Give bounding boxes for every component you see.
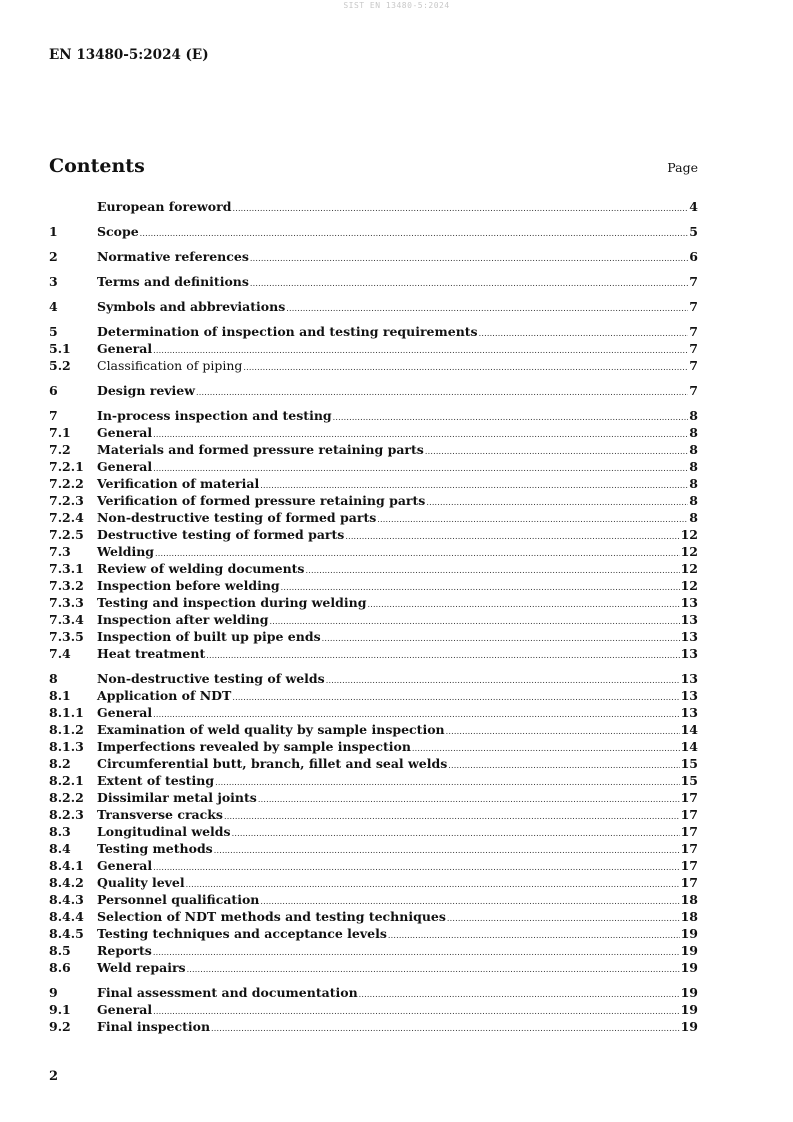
toc-leader-dots — [446, 723, 680, 740]
toc-leader-dots — [258, 791, 680, 808]
toc-entry-number: 8.5 — [49, 943, 71, 958]
toc-entry-title: Selection of NDT methods and testing techniques — [97, 909, 446, 924]
toc-entry-number: 2 — [49, 249, 58, 264]
toc-entry-number: 7.2.5 — [49, 527, 84, 542]
toc-entry[interactable] — [49, 458, 698, 475]
toc-entry[interactable] — [49, 738, 698, 755]
toc-entry[interactable] — [49, 509, 698, 526]
toc-entry-number: 3 — [49, 274, 58, 289]
toc-entry[interactable] — [49, 984, 698, 1001]
toc-entry-number: 9.2 — [49, 1019, 71, 1034]
toc-entry-page: 8 — [689, 442, 698, 457]
toc-entry-page: 18 — [680, 892, 698, 907]
toc-entry[interactable] — [49, 357, 698, 374]
toc-leader-dots — [270, 613, 680, 630]
toc-leader-dots — [215, 774, 679, 791]
toc-entry-number: 7.2.1 — [49, 459, 84, 474]
toc-entry-title: General — [97, 1002, 153, 1017]
toc-entry-title: Inspection after welding — [97, 612, 269, 627]
toc-leader-dots — [232, 825, 680, 842]
toc-entry-number: 8 — [49, 671, 58, 686]
toc-entry[interactable] — [49, 645, 698, 662]
toc-entry[interactable] — [49, 577, 698, 594]
toc-entry-number: 7.3.1 — [49, 561, 84, 576]
toc-entry-title: General — [97, 459, 153, 474]
toc-entry-page: 17 — [680, 790, 698, 805]
toc-entry[interactable] — [49, 925, 698, 942]
toc-entry-title: Dissimilar metal joints — [97, 790, 257, 805]
toc-entry-page: 13 — [680, 629, 698, 644]
toc-entry-page: 13 — [680, 595, 698, 610]
toc-leader-dots — [359, 986, 680, 1003]
toc-entry-page: 12 — [680, 578, 698, 593]
toc-leader-dots — [286, 300, 688, 317]
toc-entry-title: Extent of testing — [97, 773, 215, 788]
toc-entry-title: General — [97, 341, 153, 356]
toc-entry[interactable] — [49, 223, 698, 240]
toc-entry-title: European foreword — [97, 199, 232, 214]
toc-entry-page: 13 — [680, 688, 698, 703]
toc-entry-title: Examination of weld quality by sample inspection — [97, 722, 445, 737]
toc-leader-dots — [367, 596, 679, 613]
toc-entry[interactable] — [49, 908, 698, 925]
toc-entry-page: 7 — [689, 324, 698, 339]
toc-entry-title: Non-destructive testing of welds — [97, 671, 325, 686]
toc-entry-page: 17 — [680, 858, 698, 873]
toc-leader-dots — [425, 443, 688, 460]
toc-entry[interactable] — [49, 789, 698, 806]
toc-entry-title: Design review — [97, 383, 196, 398]
toc-entry-page: 12 — [680, 527, 698, 542]
toc-leader-dots — [232, 200, 688, 217]
toc-entry-title: Welding — [97, 544, 155, 559]
toc-entry-page: 17 — [680, 824, 698, 839]
toc-leader-dots — [412, 740, 680, 757]
toc-entry-page: 12 — [680, 561, 698, 576]
toc-entry-number: 4 — [49, 299, 58, 314]
toc-entry[interactable] — [49, 857, 698, 874]
toc-entry-page: 19 — [680, 985, 698, 1000]
toc-entry-page: 19 — [680, 960, 698, 975]
toc-entry-title: Classification of piping — [97, 358, 243, 373]
toc-entry-title: Transverse cracks — [97, 807, 223, 822]
toc-entry-title: Longitudinal welds — [97, 824, 231, 839]
toc-entry-page: 7 — [689, 299, 698, 314]
toc-entry[interactable] — [49, 543, 698, 560]
toc-entry-number: 6 — [49, 383, 58, 398]
toc-entry[interactable] — [49, 687, 698, 704]
toc-entry-page: 17 — [680, 807, 698, 822]
toc-entry-number: 7.3 — [49, 544, 71, 559]
toc-entry-page: 12 — [680, 544, 698, 559]
toc-entry-number: 8.2 — [49, 756, 71, 771]
toc-entry[interactable] — [49, 323, 698, 340]
toc-entry-number: 8.4.2 — [49, 875, 84, 890]
toc-entry-number: 7.2.2 — [49, 476, 84, 491]
toc-entry-title: Terms and definitions — [97, 274, 249, 289]
toc-entry-number: 8.1 — [49, 688, 71, 703]
toc-entry[interactable] — [49, 560, 698, 577]
toc-entry[interactable] — [49, 441, 698, 458]
toc-entry-page: 5 — [689, 224, 698, 239]
toc-entry[interactable] — [49, 424, 698, 441]
toc-entry-number: 7 — [49, 408, 58, 423]
toc-entry-title: Destructive testing of formed parts — [97, 527, 345, 542]
toc-leader-dots — [153, 944, 680, 961]
toc-entry-number: 8.4.5 — [49, 926, 84, 941]
toc-entry-page: 19 — [680, 926, 698, 941]
toc-entry-title: Weld repairs — [97, 960, 186, 975]
toc-entry-number: 7.3.4 — [49, 612, 84, 627]
toc-entry-title: Final assessment and documentation — [97, 985, 358, 1000]
toc-entry-title: Verification of formed pressure retaining parts — [97, 493, 426, 508]
table-of-contents — [49, 198, 698, 1035]
toc-entry[interactable] — [49, 298, 698, 315]
contents-title: Contents — [49, 155, 145, 177]
toc-entry[interactable] — [49, 704, 698, 721]
toc-entry[interactable] — [49, 198, 698, 215]
toc-entry-number: 8.2.2 — [49, 790, 84, 805]
toc-entry-title: Inspection of built up pipe ends — [97, 629, 321, 644]
toc-entry-page: 19 — [680, 943, 698, 958]
toc-entry-page: 7 — [689, 383, 698, 398]
toc-entry-number: 8.1.1 — [49, 705, 84, 720]
toc-leader-dots — [388, 927, 680, 944]
toc-entry-number: 5 — [49, 324, 58, 339]
toc-entry-number: 8.4.1 — [49, 858, 84, 873]
toc-entry[interactable] — [49, 942, 698, 959]
toc-leader-dots — [186, 876, 680, 893]
toc-entry-title: Application of NDT — [97, 688, 232, 703]
toc-entry-title: Non-destructive testing of formed parts — [97, 510, 377, 525]
toc-leader-dots — [479, 325, 689, 342]
toc-entry-number: 1 — [49, 224, 58, 239]
toc-entry-page: 18 — [680, 909, 698, 924]
toc-entry-number: 8.1.2 — [49, 722, 84, 737]
toc-entry-page: 14 — [680, 739, 698, 754]
toc-entry-number: 7.3.2 — [49, 578, 84, 593]
toc-entry-number: 5.2 — [49, 358, 71, 373]
toc-entry-title: Personnel qualification — [97, 892, 260, 907]
toc-entry-number: 8.1.3 — [49, 739, 84, 754]
toc-leader-dots — [214, 842, 680, 859]
toc-entry[interactable] — [49, 475, 698, 492]
toc-entry-page: 7 — [689, 274, 698, 289]
toc-entry[interactable] — [49, 407, 698, 424]
toc-entry-title: Final inspection — [97, 1019, 211, 1034]
document-id: EN 13480-5:2024 (E) — [49, 47, 209, 63]
toc-entry-page: 7 — [689, 358, 698, 373]
toc-entry-title: Testing and inspection during welding — [97, 595, 367, 610]
toc-leader-dots — [243, 359, 688, 376]
toc-entry[interactable] — [49, 755, 698, 772]
toc-entry-page: 13 — [680, 671, 698, 686]
toc-leader-dots — [345, 528, 679, 545]
toc-entry-page: 8 — [689, 510, 698, 525]
toc-entry-title: General — [97, 425, 153, 440]
toc-entry-number: 8.4 — [49, 841, 71, 856]
toc-leader-dots — [232, 689, 679, 706]
toc-leader-dots — [187, 961, 680, 978]
toc-entry-number: 7.2.4 — [49, 510, 84, 525]
toc-entry[interactable] — [49, 273, 698, 290]
toc-entry-page: 17 — [680, 875, 698, 890]
toc-leader-dots — [196, 384, 688, 401]
toc-entry[interactable] — [49, 382, 698, 399]
toc-leader-dots — [305, 562, 679, 579]
toc-entry-number: 8.2.3 — [49, 807, 84, 822]
toc-entry-title: Reports — [97, 943, 152, 958]
toc-entry-title: Testing techniques and acceptance levels — [97, 926, 387, 941]
toc-entry-page: 19 — [680, 1002, 698, 1017]
toc-entry-title: General — [97, 705, 153, 720]
toc-leader-dots — [211, 1020, 680, 1037]
toc-entry-page: 8 — [689, 493, 698, 508]
toc-entry-number: 7.2 — [49, 442, 71, 457]
toc-entry[interactable] — [49, 806, 698, 823]
toc-leader-dots — [206, 647, 679, 664]
toc-entry-number: 7.4 — [49, 646, 71, 661]
toc-entry-page: 8 — [689, 425, 698, 440]
toc-entry-title: Symbols and abbreviations — [97, 299, 286, 314]
toc-entry-title: Heat treatment — [97, 646, 206, 661]
toc-entry[interactable] — [49, 721, 698, 738]
toc-leader-dots — [333, 409, 689, 426]
toc-entry-number: 9 — [49, 985, 58, 1000]
toc-entry-page: 15 — [680, 756, 698, 771]
toc-leader-dots — [140, 225, 689, 242]
toc-entry[interactable] — [49, 670, 698, 687]
toc-entry-number: 7.1 — [49, 425, 71, 440]
toc-leader-dots — [326, 672, 680, 689]
toc-entry[interactable] — [49, 1001, 698, 1018]
toc-leader-dots — [426, 494, 688, 511]
toc-entry-title: Determination of inspection and testing requirements — [97, 324, 478, 339]
toc-entry-page: 8 — [689, 459, 698, 474]
page-column-label: Page — [667, 160, 698, 175]
toc-entry-number: 8.4.3 — [49, 892, 84, 907]
toc-entry-title: In-process inspection and testing — [97, 408, 332, 423]
toc-entry[interactable] — [49, 248, 698, 265]
toc-entry-page: 13 — [680, 705, 698, 720]
toc-entry[interactable] — [49, 772, 698, 789]
toc-entry-page: 13 — [680, 612, 698, 627]
toc-entry-number: 7.3.3 — [49, 595, 84, 610]
toc-entry-title: Review of welding documents — [97, 561, 305, 576]
toc-entry-title: Quality level — [97, 875, 185, 890]
toc-entry-title: Testing methods — [97, 841, 213, 856]
toc-entry[interactable] — [49, 492, 698, 509]
toc-entry-page: 17 — [680, 841, 698, 856]
toc-entry[interactable] — [49, 959, 698, 976]
toc-entry[interactable] — [49, 1018, 698, 1035]
toc-entry-number: 8.6 — [49, 960, 71, 975]
toc-entry-page: 13 — [680, 646, 698, 661]
toc-entry-number: 8.4.4 — [49, 909, 84, 924]
toc-entry[interactable] — [49, 611, 698, 628]
watermark: SIST EN 13480-5:2024 — [343, 1, 450, 10]
page-number: 2 — [49, 1069, 59, 1084]
toc-leader-dots — [250, 250, 688, 267]
toc-entry-title: Inspection before welding — [97, 578, 280, 593]
toc-entry-number: 8.2.1 — [49, 773, 84, 788]
toc-entry-title: Scope — [97, 224, 139, 239]
toc-entry-title: Circumferential butt, branch, fillet and seal welds — [97, 756, 448, 771]
toc-entry-number: 9.1 — [49, 1002, 71, 1017]
toc-leader-dots — [153, 859, 679, 876]
toc-entry-number: 5.1 — [49, 341, 71, 356]
toc-entry-number: 8.3 — [49, 824, 71, 839]
toc-leader-dots — [224, 808, 680, 825]
toc-entry[interactable] — [49, 823, 698, 840]
toc-leader-dots — [250, 275, 688, 292]
toc-entry[interactable] — [49, 628, 698, 645]
toc-entry-number: 7.2.3 — [49, 493, 84, 508]
toc-entry-page: 4 — [689, 199, 698, 214]
toc-leader-dots — [448, 757, 679, 774]
toc-leader-dots — [153, 1003, 679, 1020]
toc-entry-title: General — [97, 858, 153, 873]
toc-entry[interactable] — [49, 526, 698, 543]
toc-leader-dots — [322, 630, 680, 647]
toc-entry-page: 19 — [680, 1019, 698, 1034]
toc-entry-page: 14 — [680, 722, 698, 737]
toc-entry-title: Imperfections revealed by sample inspection — [97, 739, 411, 754]
toc-entry-page: 8 — [689, 476, 698, 491]
toc-entry[interactable] — [49, 840, 698, 857]
toc-entry-page: 15 — [680, 773, 698, 788]
toc-leader-dots — [377, 511, 688, 528]
toc-entry[interactable] — [49, 891, 698, 908]
toc-entry-page: 8 — [689, 408, 698, 423]
toc-entry-title: Verification of material — [97, 476, 260, 491]
toc-entry[interactable] — [49, 874, 698, 891]
toc-entry-number: 7.3.5 — [49, 629, 84, 644]
toc-entry-page: 6 — [689, 249, 698, 264]
toc-entry[interactable] — [49, 594, 698, 611]
toc-entry-title: Materials and formed pressure retaining parts — [97, 442, 424, 457]
toc-leader-dots — [447, 910, 680, 927]
toc-entry-page: 7 — [689, 341, 698, 356]
toc-entry-title: Normative references — [97, 249, 249, 264]
toc-entry[interactable] — [49, 340, 698, 357]
